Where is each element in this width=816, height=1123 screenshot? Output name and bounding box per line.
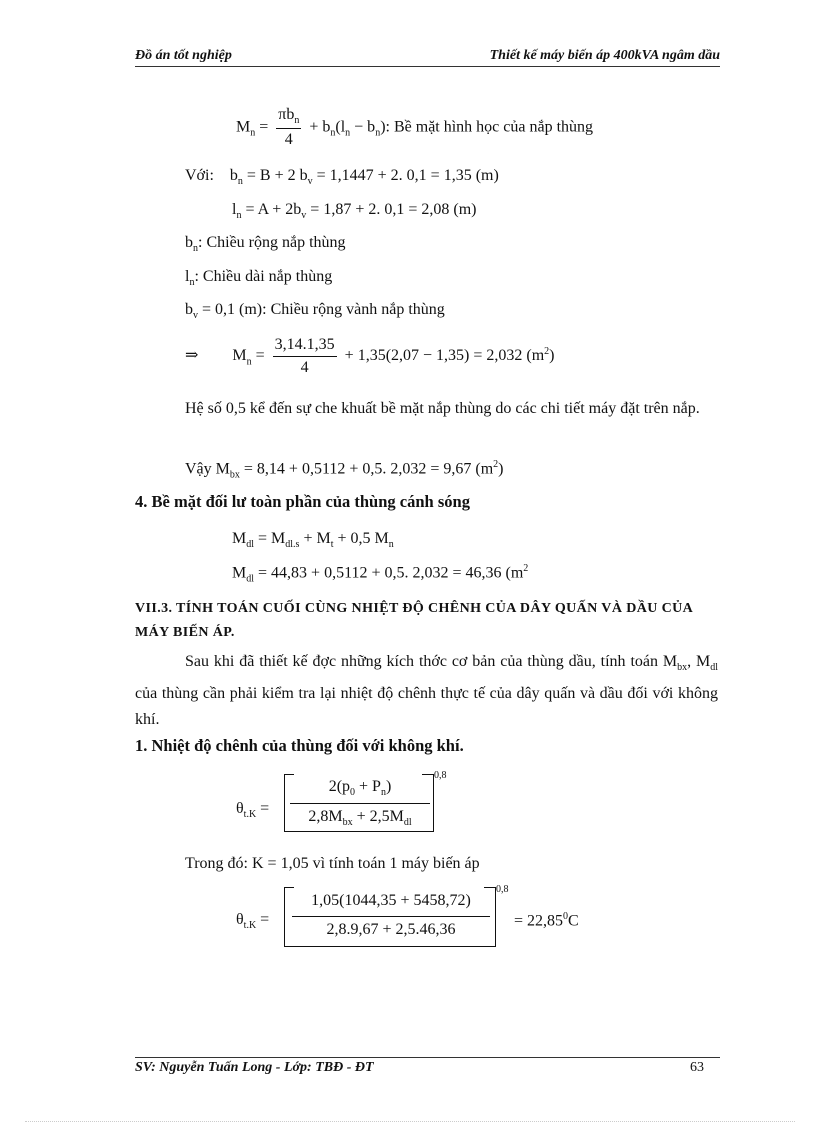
footer-student: SV: Nguyễn Tuấn Long - Lớp: TBĐ - ĐT bbox=[135, 1060, 374, 1075]
theta-numerator: $2(p_0 + P_n)$ bbox=[328, 778, 392, 799]
voi-bn-line: Với: $b_n = B + 2$ $b_v = 1,1447 + 2$. 0,1 = 1,35 (m) bbox=[185, 167, 499, 188]
header-right: Thiết kế máy biến áp 400kVA ngâm dầu bbox=[489, 48, 720, 63]
theta-calc-lhs: $\theta_{t.K}$ = bbox=[236, 911, 270, 932]
section-7-3-paragraph: Sau khi đã thiết kế đợc những kích thớc cơ bản của thùng dầu, tính toán $M_{bx}$, $M_{dl}$ của thùng cần phải kiểm tra lại nhiệt độ chênh thực tế của dây quấn và dầu đối với không khí. bbox=[135, 653, 719, 729]
ln-definition: $l_n$: Chiều dài nắp thùng bbox=[185, 268, 333, 289]
bv-definition: $b_v = 0,1$ (m): Chiều rộng vành nắp thùng bbox=[185, 301, 445, 322]
footer-rule bbox=[135, 1057, 720, 1058]
mn-formula: $M_n$ = $\frac{\pi b_n}{4}$ + $b_n(l_n - b_n)$: Bề mặt hình học của nắp thùng bbox=[236, 106, 594, 149]
theta-lhs: $\theta_{t.K}$ = bbox=[236, 800, 270, 821]
theta-calc-result: = $22,85^0C$ bbox=[514, 911, 579, 930]
page-header bbox=[135, 46, 720, 67]
note-paragraph: Hệ số 0,5 kể đến sự che khuất bề mặt nắp thùng do các chi tiết máy đặt trên nắp. bbox=[185, 400, 700, 417]
theta-calc-numerator: 1,05(1044,35 + 5458,72) bbox=[311, 892, 471, 909]
theta-calc-exponent: 0,8 bbox=[496, 884, 509, 895]
mbx-result: Vậy $M_{bx} = 8,14 + 0,5112 + 0,5$. 2,032 = 9,67 $(m^2)$ bbox=[185, 459, 504, 481]
ln-line: $l_n = A + 2b_v = 1,87 + 2$. 0,1 = 2,08 (m) bbox=[232, 201, 477, 222]
page-number: 63 bbox=[690, 1060, 704, 1075]
theta-calc-denominator: 2,8.9,67 + 2,5.46,36 bbox=[326, 921, 456, 938]
mdl-formula: $M_{dl} = M_{dl.s} + M_t + 0,5$ $M_n$ bbox=[232, 530, 394, 551]
arrow-icon: ⇒ bbox=[185, 347, 199, 365]
section-7-3-title: VII.3. TÍNH TOÁN CUỐI CÙNG NHIỆT ĐỘ CHÊNH CỦA DÂY QUẤN VÀ DẦU CỦA MÁY BIẾN ÁP. bbox=[135, 601, 693, 640]
mn-calculation: ⇒ $M_n$ = $\frac{3,14.1,35}{4}$ + 1,35(2,07 − 1,35) = 2,032 $(m^2)$ bbox=[185, 336, 555, 376]
trong-do-line: Trong đó: K = 1,05 vì tính toán 1 máy biến áp bbox=[185, 855, 480, 872]
header-left: Đồ án tốt nghiệp bbox=[135, 48, 232, 63]
mn-calc-fraction: $\frac{3,14.1,35}{4}$ bbox=[274, 336, 335, 376]
theta-calc-fraction-bar bbox=[292, 916, 490, 917]
subsection-1-title: 1. Nhiệt độ chênh của thùng đối với không khí. bbox=[135, 736, 464, 755]
page-bottom-border bbox=[25, 1121, 795, 1122]
section-4-title: 4. Bề mặt đối lư toàn phần của thùng cánh sóng bbox=[135, 492, 470, 511]
theta-fraction-bar bbox=[290, 803, 430, 804]
theta-denominator: $2,8M_{bx} + 2,5M_{dl}$ bbox=[308, 808, 412, 829]
bn-definition: $b_n$: Chiều rộng nắp thùng bbox=[185, 234, 346, 255]
mn-description: Bề mặt hình học của nắp thùng bbox=[393, 118, 594, 136]
mn-fraction: $\frac{\pi b_n}{4}$ bbox=[278, 106, 300, 149]
mdl-result: $M_{dl} = 44,83 + 0,5112 + 0,5$. 2,032 = 46,36 ($m^2$ bbox=[232, 563, 529, 585]
theta-exponent: 0,8 bbox=[434, 770, 447, 781]
